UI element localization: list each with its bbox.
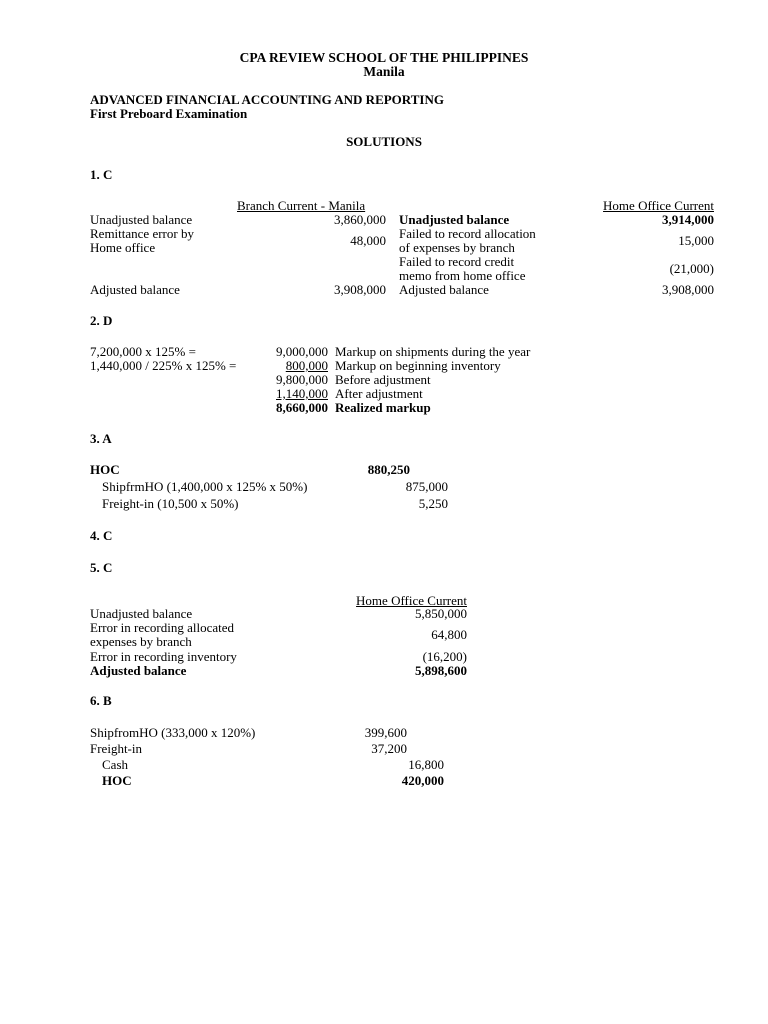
q6-amount-total: 420,000 [401, 773, 444, 788]
q1-answer: 1. C [90, 167, 113, 182]
q2-amount-total: 8,660,000 [276, 400, 328, 415]
q1-right-heading: Home Office Current [603, 198, 714, 213]
q1-left-desc: Remittance error by [90, 226, 194, 241]
q2-calc: 7,200,000 x 125% = [90, 344, 196, 359]
q1-left-desc: Unadjusted balance [90, 212, 193, 227]
q1-left-amount: 48,000 [350, 233, 386, 248]
q3-hoc-amount: 880,250 [367, 462, 410, 477]
q1-right-amount: 3,914,000 [662, 212, 714, 227]
q6-amount: 399,600 [364, 725, 407, 740]
q2-desc: Before adjustment [335, 372, 431, 387]
q3-amount: 5,250 [418, 496, 448, 511]
q1-left-desc-line2: Home office [90, 240, 156, 255]
q5-desc: Error in recording inventory [90, 649, 237, 664]
q6-desc-total: HOC [102, 773, 132, 788]
q5-amount: 5,850,000 [415, 606, 467, 621]
q2-answer: 2. D [90, 313, 113, 328]
q5-desc: Error in recording allocated [90, 620, 235, 635]
q2-desc: Markup on beginning inventory [335, 358, 501, 373]
q2-desc: Markup on shipments during the year [335, 344, 531, 359]
q1-right-desc-line2: memo from home office [399, 268, 526, 283]
q2-amount: 9,800,000 [276, 372, 328, 387]
q5-desc-total: Adjusted balance [90, 663, 187, 678]
q6-desc: Cash [102, 757, 128, 772]
city-subtitle: Manila [363, 64, 405, 79]
q6-answer: 6. B [90, 693, 112, 708]
q5-desc: Unadjusted balance [90, 606, 193, 621]
q6-desc: ShipfromHO (333,000 x 120%) [90, 725, 256, 740]
q3-answer: 3. A [90, 431, 112, 446]
q2-desc: After adjustment [335, 386, 423, 401]
q1-left-heading: Branch Current - Manila [237, 198, 366, 213]
q1-left-desc: Adjusted balance [90, 282, 180, 297]
course-title: ADVANCED FINANCIAL ACCOUNTING AND REPORTING [90, 92, 444, 107]
q5-heading: Home Office Current [356, 593, 467, 608]
exam-title: First Preboard Examination [90, 106, 248, 121]
q1-right-desc: Unadjusted balance [399, 212, 510, 227]
q4-answer: 4. C [90, 528, 113, 543]
q2-amount: 1,140,000 [276, 386, 328, 401]
q5-amount-total: 5,898,600 [415, 663, 467, 678]
q6-desc: Freight-in [90, 741, 142, 756]
q5-amount: 64,800 [431, 627, 467, 642]
q1-right-desc: Failed to record allocation [399, 226, 536, 241]
section-title: SOLUTIONS [346, 134, 422, 149]
q3-hoc-label: HOC [90, 462, 120, 477]
q1-right-desc: Adjusted balance [399, 282, 489, 297]
q1-right-amount: (21,000) [669, 261, 714, 276]
q2-desc-total: Realized markup [335, 400, 431, 415]
q3-amount: 875,000 [405, 479, 448, 494]
q5-desc-line2: expenses by branch [90, 634, 192, 649]
q1-right-desc: Failed to record credit [399, 254, 515, 269]
school-title: CPA REVIEW SCHOOL OF THE PHILIPPINES [239, 50, 529, 65]
q5-amount: (16,200) [422, 649, 467, 664]
q3-desc: Freight-in (10,500 x 50%) [102, 496, 239, 511]
q1-left-amount: 3,908,000 [334, 282, 386, 297]
q2-amount: 800,000 [285, 358, 328, 373]
q6-amount: 37,200 [371, 741, 407, 756]
q1-right-desc-line2: of expenses by branch [399, 240, 515, 255]
q6-amount: 16,800 [408, 757, 444, 772]
q1-right-amount: 15,000 [678, 233, 714, 248]
q3-desc: ShipfrmHO (1,400,000 x 125% x 50%) [102, 479, 308, 494]
q1-right-amount: 3,908,000 [662, 282, 714, 297]
q1-left-amount: 3,860,000 [334, 212, 386, 227]
q5-answer: 5. C [90, 560, 113, 575]
q2-amount: 9,000,000 [276, 344, 328, 359]
q2-calc: 1,440,000 / 225% x 125% = [90, 358, 237, 373]
